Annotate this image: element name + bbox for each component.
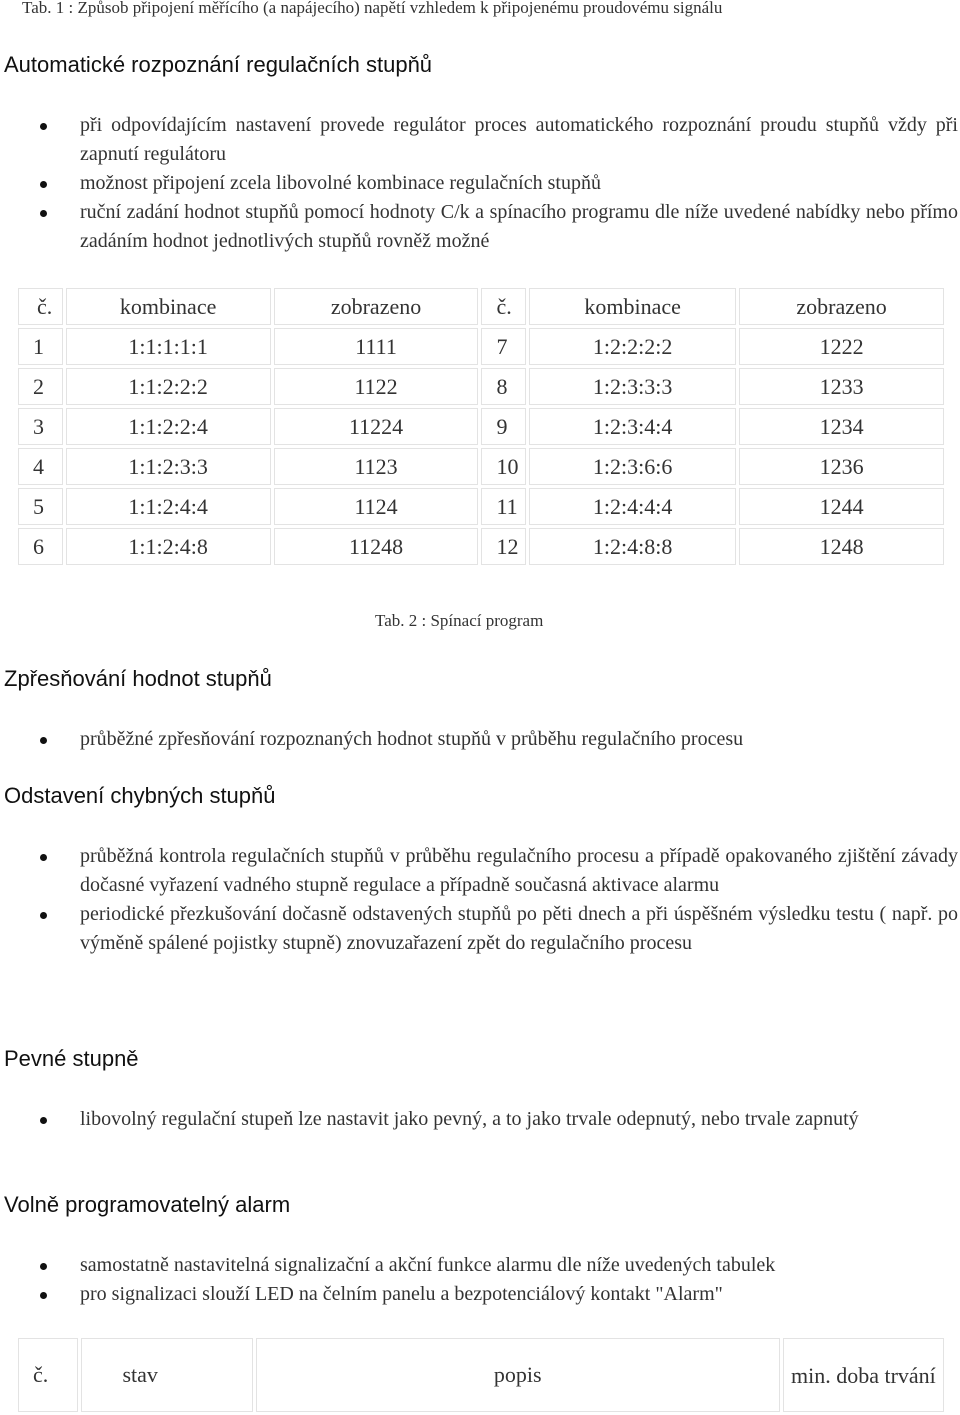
table1-caption-top: Tab. 1 : Způsob připojení měřícího (a napájecího) napětí vzhledem k připojenému proudovému signálu	[22, 0, 723, 17]
table-cell: 1244	[739, 488, 944, 525]
table-cell: 7	[481, 328, 526, 365]
table-cell: 11224	[274, 408, 479, 445]
table-cell: 9	[481, 408, 526, 445]
list-item: pro signalizaci slouží LED na čelním panelu a bezpotenciálový kontakt "Alarm"	[0, 1280, 960, 1309]
header-cell: stav	[81, 1338, 252, 1412]
table-cell: 1	[18, 328, 63, 365]
table-cell: 11248	[274, 528, 479, 565]
table-row	[18, 448, 944, 485]
table-cell: 1111	[274, 328, 479, 365]
table-header-row	[18, 288, 944, 325]
heading-auto-detection: Automatické rozpoznání regulačních stupňů	[4, 52, 433, 77]
table-cell: 1248	[739, 528, 944, 565]
table-cell: 1:2:4:4:4	[529, 488, 736, 525]
list-alarm	[0, 1251, 960, 1309]
table-cell: 1233	[739, 368, 944, 405]
switching-program-table	[15, 285, 947, 568]
header-cell: popis	[256, 1338, 780, 1412]
table-cell: 1:2:3:6:6	[529, 448, 736, 485]
table-cell: 5	[18, 488, 63, 525]
list-item: průběžné zpřesňování rozpoznaných hodnot stupňů v průběhu regulačního procesu	[0, 725, 960, 754]
list-item: samostatně nastavitelná signalizační a akční funkce alarmu dle níže uvedených tabulek	[0, 1251, 960, 1280]
table-cell: 1:2:4:8:8	[529, 528, 736, 565]
header-cell: zobrazeno	[739, 288, 944, 325]
list-item: ruční zadání hodnot stupňů pomocí hodnoty C/k a spínacího programu dle níže uvedené nabídky nebo přímo zadáním hodnot jednotlivých stupňů rovněž možné	[0, 198, 960, 256]
header-cell: kombinace	[529, 288, 736, 325]
header-cell: min. doba trvání	[783, 1338, 944, 1412]
table-cell: 1:1:2:2:4	[66, 408, 271, 445]
list-auto-detection	[0, 111, 960, 256]
table-cell: 4	[18, 448, 63, 485]
table-cell: 10	[481, 448, 526, 485]
table-cell: 11	[481, 488, 526, 525]
table-header-row	[18, 1338, 944, 1412]
table-row	[18, 528, 944, 565]
table-cell: 6	[18, 528, 63, 565]
list-fixed-steps	[0, 1105, 960, 1134]
header-cell: kombinace	[66, 288, 271, 325]
list-item: průběžná kontrola regulačních stupňů v průběhu regulačního procesu a případě opakovaného zjištění závady dočasné vyřazení vadného stupně regulace a případně současná aktivace alarmu	[0, 842, 960, 900]
table-cell: 2	[18, 368, 63, 405]
table-cell: 1:1:2:4:8	[66, 528, 271, 565]
alarm-table	[15, 1335, 947, 1415]
table-cell: 1:1:2:2:2	[66, 368, 271, 405]
table-cell: 1222	[739, 328, 944, 365]
table-cell: 12	[481, 528, 526, 565]
list-item: libovolný regulační stupeň lze nastavit jako pevný, a to jako trvale odepnutý, nebo trvale zapnutý	[0, 1105, 960, 1134]
table-cell: 1234	[739, 408, 944, 445]
heading-refinement: Zpřesňování hodnot stupňů	[4, 666, 272, 691]
list-item: při odpovídajícím nastavení provede regulátor proces automatického rozpoznání proudu stupňů vždy při zapnutí regulátoru	[0, 111, 960, 169]
table-cell: 1122	[274, 368, 479, 405]
header-cell: č.	[481, 288, 526, 325]
header-cell: č.	[18, 1338, 78, 1412]
table-cell: 1236	[739, 448, 944, 485]
list-refinement	[0, 725, 960, 754]
table-cell: 3	[18, 408, 63, 445]
table-cell: 1:2:2:2:2	[529, 328, 736, 365]
heading-alarm: Volně programovatelný alarm	[4, 1192, 291, 1217]
table-cell: 1:2:3:4:4	[529, 408, 736, 445]
header-cell: č.	[18, 288, 63, 325]
table-cell: 1:1:2:4:4	[66, 488, 271, 525]
table-cell: 1123	[274, 448, 479, 485]
heading-faulty-steps: Odstavení chybných stupňů	[4, 783, 276, 808]
table-cell: 1:1:1:1:1	[66, 328, 271, 365]
table-cell: 8	[481, 368, 526, 405]
heading-fixed-steps: Pevné stupně	[4, 1046, 139, 1071]
list-faulty-steps	[0, 842, 960, 958]
table-cell: 1124	[274, 488, 479, 525]
table-cell: 1:2:3:3:3	[529, 368, 736, 405]
list-item: možnost připojení zcela libovolné kombinace regulačních stupňů	[0, 169, 960, 198]
table-cell: 1:1:2:3:3	[66, 448, 271, 485]
table2-caption: Tab. 2 : Spínací program	[375, 611, 544, 630]
table-row	[18, 368, 944, 405]
table-row	[18, 408, 944, 445]
list-item: periodické přezkušování dočasně odstavených stupňů po pěti dnech a při úspěšném výsledku testu ( např. po výměně spálené pojistky stupně) znovuzařazení zpět do regulačního procesu	[0, 900, 960, 958]
header-cell: zobrazeno	[274, 288, 479, 325]
table-row	[18, 488, 944, 525]
table-row	[18, 328, 944, 365]
